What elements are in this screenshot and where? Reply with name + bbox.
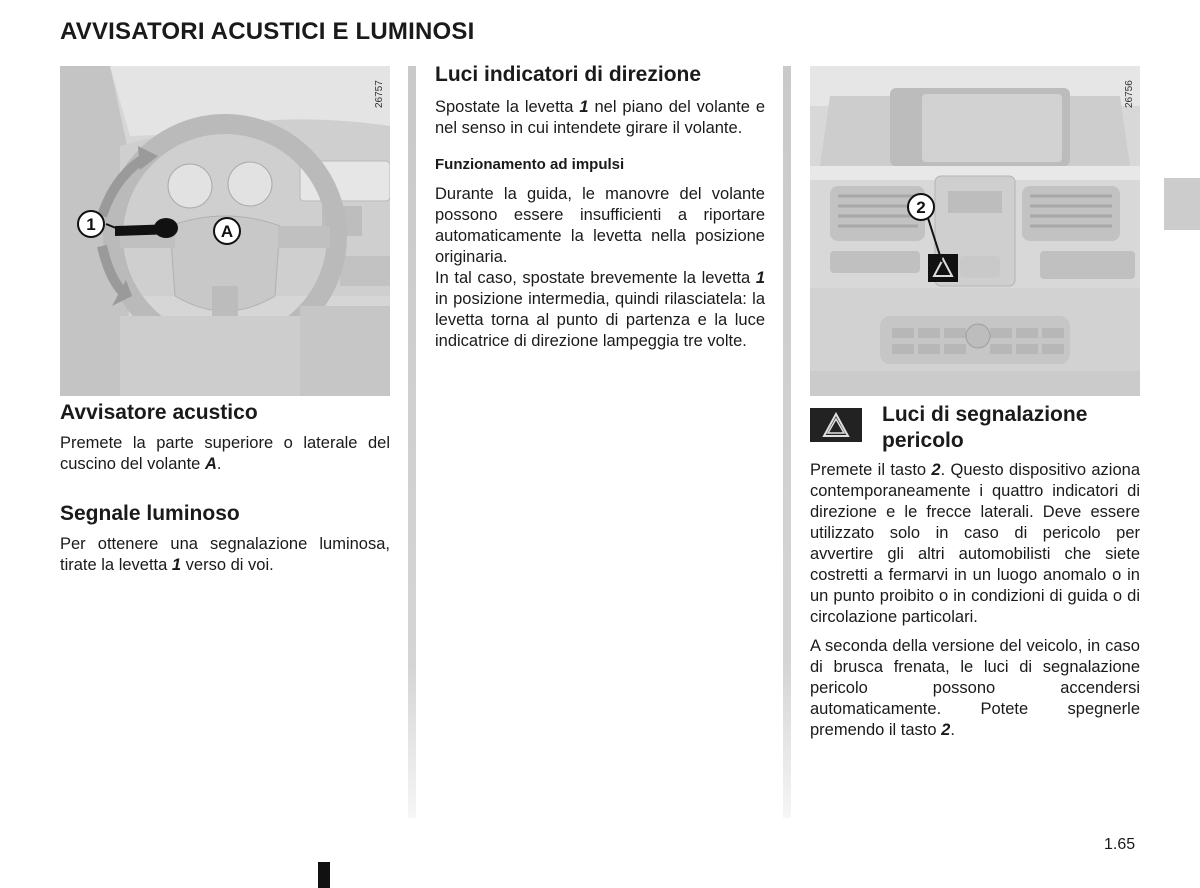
page-number: 1.65 <box>1104 836 1136 853</box>
right-column <box>810 460 1140 741</box>
horn-heading: Avvisatore acustico <box>60 401 258 424</box>
hazard-heading: Luci di segnalazione pericolo <box>882 403 1088 452</box>
hazard-paragraph-1: Premete il tasto 2. Questo dispositivo aziona contemporaneamente i quattro indicatori di direzione e le frecce laterali. Deve essere utilizzato solo in caso di pericolo per avvertire gli altri automobilisti che siete costretti a fermarvi in un luogo anomalo o in un punto proibito o in condizioni di guida o di circolazione particolari. <box>810 461 1140 626</box>
hazard-triangle-icon <box>810 408 862 442</box>
page-title: AVVISATORI ACUSTICI E LUMINOSI <box>60 18 475 45</box>
middle-column <box>435 62 765 352</box>
column-divider-right <box>783 66 791 818</box>
flash-paragraph: Per ottenere una segnalazione luminosa, tirate la levetta 1 verso di voi. <box>60 535 390 574</box>
pulse-paragraph-2: In tal caso, spostate brevemente la levetta 1 in posizione intermedia, quindi rilasciatela: la levetta torna al punto di partenza e la luce indicatrice di direzione lampeggia tre volte. <box>435 269 765 350</box>
hazard-paragraph-2: A seconda della versione del veicolo, in caso di brusca frenata, le luci di segnalazione pericolo possono accendersi automaticamente. Potete spegnerle premendo il tasto 2. <box>810 637 1140 739</box>
print-mark <box>318 862 330 888</box>
chapter-tab <box>1164 178 1200 230</box>
callout-2: 2 <box>916 198 926 217</box>
turn-signal-paragraph: Spostate la levetta 1 nel piano del volante e nel senso in cui intendete girare il volante. <box>435 98 765 137</box>
steering-wheel-illustration <box>60 66 390 396</box>
left-column <box>60 400 390 576</box>
flash-heading: Segnale luminoso <box>60 502 240 525</box>
figure-code-left: 26757 <box>374 80 385 108</box>
center-console-illustration <box>810 66 1140 396</box>
pulse-subheading: Funzionamento ad impulsi <box>435 156 625 173</box>
callout-1: 1 <box>86 215 96 234</box>
pulse-paragraph-1: Durante la guida, le manovre del volante possono essere insufficienti a riportare automaticamente la levetta nella posizione originaria. <box>435 185 765 266</box>
column-divider-left <box>408 66 416 818</box>
callout-a: A <box>220 222 234 241</box>
horn-paragraph: Premete la parte superiore o laterale del cuscino del volante A. <box>60 434 390 473</box>
figure-code-right: 26756 <box>1124 80 1135 108</box>
turn-signal-heading: Luci indicatori di direzione <box>435 63 702 86</box>
